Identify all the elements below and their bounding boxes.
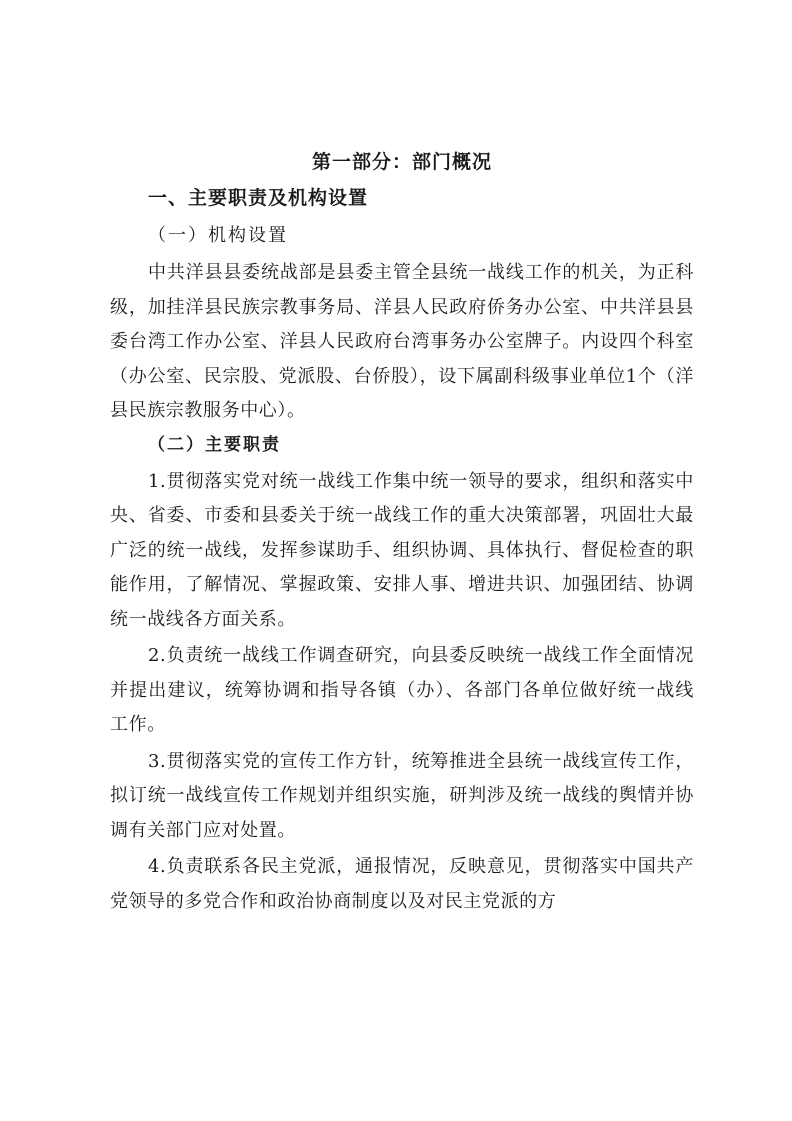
document-page [110, 148, 694, 921]
subsection-heading-organization: （一）机构设置 [148, 225, 288, 246]
duty-paragraph: 1.贯彻落实党对统一战线工作集中统一领导的要求，组织和落实中央、省委、市委和县委关于统一战线工作的重大决策部署，巩固壮大最广泛的统一战线，发挥参谋助手、组织协调、具体执行、督促检查的职能作用，了解情况、掌握政策、安排人事、增进共识、加强团结、协调统一战线各方面关系。 [110, 470, 694, 630]
section-heading: 一、主要职责及机构设置 [148, 187, 369, 209]
duty-paragraph: 4.负责联系各民主党派，通报情况，反映意见，贯彻落实中国共产党领导的多党合作和政治协商制度以及对民主党派的方 [110, 856, 694, 912]
duty-paragraph: 2.负责统一战线工作调查研究，向县委反映统一战线工作全面情况并提出建议，统筹协调和指导各镇（办）、各部门各单位做好统一战线工作。 [110, 645, 694, 735]
page-title: 第一部分：部门概况 [311, 151, 492, 173]
subsection-heading-duties: （二）主要职责 [148, 434, 281, 455]
organization-paragraph: 中共洋县县委统战部是县委主管全县统一战线工作的机关，为正科级，加挂洋县民族宗教事务局、洋县人民政府侨务办公室、中共洋县县委台湾工作办公室、洋县人民政府台湾事务办公室牌子。内设四个科室（办公室、民宗股、党派股、台侨股），设下属副科级事业单位1个（洋县民族宗教服务中心）。 [110, 262, 694, 421]
duty-paragraph: 3.贯彻落实党的宣传工作方针，统筹推进全县统一战线宣传工作，拟订统一战线宣传工作规划并组织实施，研判涉及统一战线的舆情并协调有关部门应对处置。 [110, 750, 694, 841]
